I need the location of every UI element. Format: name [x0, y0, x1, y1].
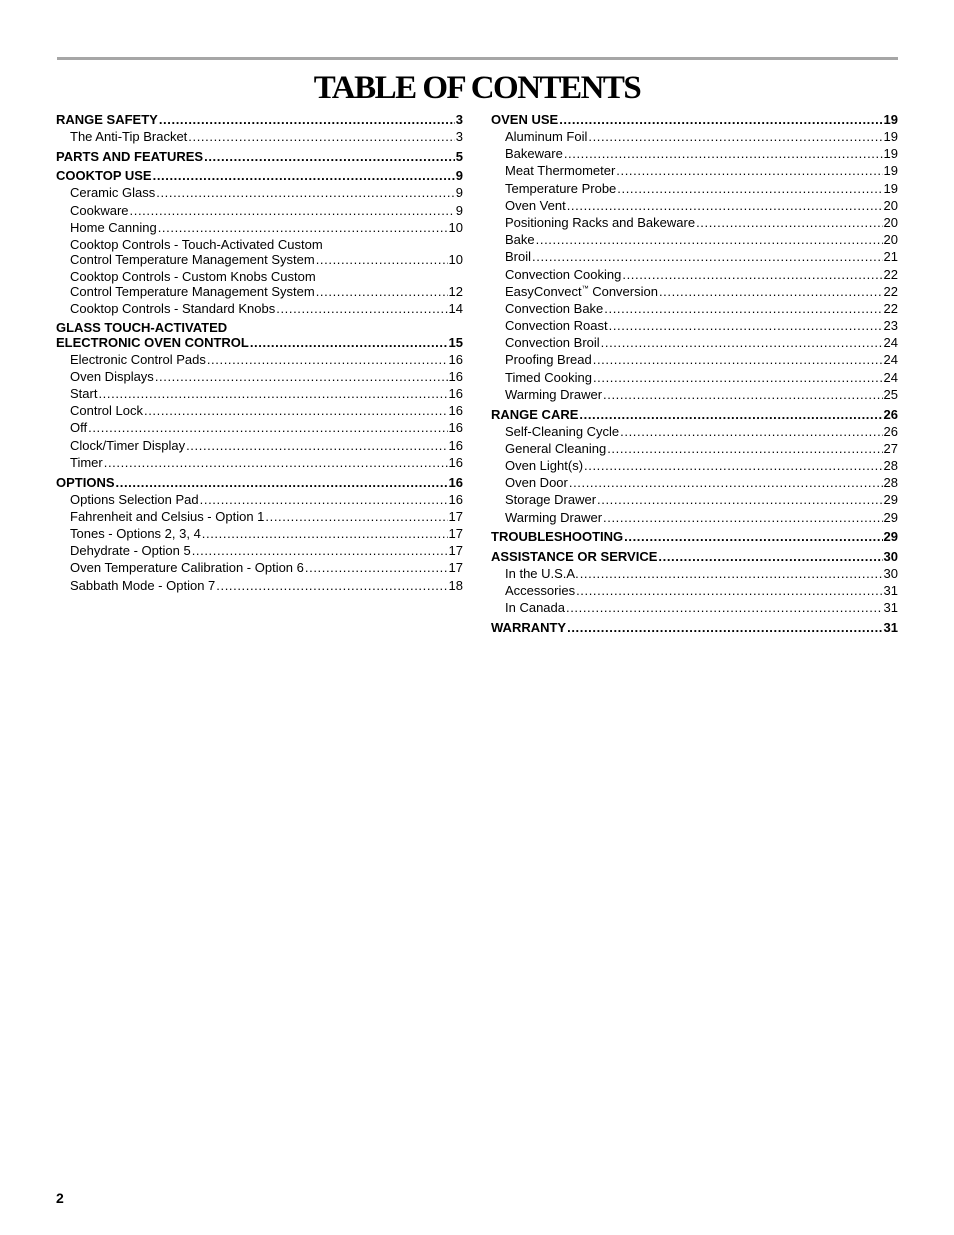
toc-entry-accessories[interactable]: Accessories ..... 31 [491, 582, 898, 599]
toc-entry-timer[interactable]: Timer ..... 16 [56, 454, 463, 471]
toc-entry-home-canning[interactable]: Home Canning ..... 10 [56, 219, 463, 236]
toc-entry-proofing-bread[interactable]: Proofing Bread ..... 24 [491, 351, 898, 368]
toc-right-column [491, 111, 898, 636]
toc-entry-bakeware[interactable]: Bakeware ..... 19 [491, 145, 898, 162]
toc-entry-off[interactable]: Off ..... 16 [56, 419, 463, 436]
toc-entry-touch-controls-line1: Cooktop Controls - Touch-Activated Custom [70, 236, 323, 252]
toc-entry-options-selection-pad[interactable]: Options Selection Pad ..... 16 [56, 491, 463, 508]
toc-entry-meat-thermometer[interactable]: Meat Thermometer ..... 19 [491, 162, 898, 179]
toc-entry-start[interactable]: Start ..... 16 [56, 385, 463, 402]
toc-left-column [56, 111, 463, 594]
toc-entry-fahrenheit-celsius[interactable]: Fahrenheit and Celsius - Option 1 ..... 17 [56, 508, 463, 525]
toc-entry-broil[interactable]: Broil ..... 21 [491, 248, 898, 265]
toc-entry-convection-cooking[interactable]: Convection Cooking ..... 22 [491, 266, 898, 283]
toc-entry-self-cleaning-cycle[interactable]: Self-Cleaning Cycle ..... 26 [491, 423, 898, 440]
toc-entry-aluminum-foil[interactable]: Aluminum Foil ..... 19 [491, 128, 898, 145]
toc-entry-range-care[interactable]: RANGE CARE ..... 26 [491, 406, 898, 423]
toc-entry-in-canada[interactable]: In Canada ..... 31 [491, 599, 898, 616]
toc-entry-knob-controls[interactable]: Control Temperature Management System ..... 12 [56, 284, 463, 300]
toc-entry-convection-roast[interactable]: Convection Roast ..... 23 [491, 317, 898, 334]
toc-entry-sabbath-mode[interactable]: Sabbath Mode - Option 7 ..... 18 [56, 577, 463, 594]
toc-entry-options[interactable]: OPTIONS ..... 16 [56, 474, 463, 491]
toc-entry-cookware[interactable]: Cookware ..... 9 [56, 202, 463, 219]
toc-entry-warming-drawer[interactable]: Warming Drawer ..... 25 [491, 386, 898, 403]
toc-entry-storage-drawer[interactable]: Storage Drawer ..... 29 [491, 491, 898, 508]
toc-entry-oven-vent[interactable]: Oven Vent ..... 20 [491, 197, 898, 214]
toc-entry-clock-timer-display[interactable]: Clock/Timer Display ..... 16 [56, 437, 463, 454]
toc-entry-tones[interactable]: Tones - Options 2, 3, 4 ..... 17 [56, 525, 463, 542]
toc-entry-oven-door[interactable]: Oven Door ..... 28 [491, 474, 898, 491]
toc-entry-timed-cooking[interactable]: Timed Cooking ..... 24 [491, 369, 898, 386]
toc-entry-positioning-racks[interactable]: Positioning Racks and Bakeware ..... 20 [491, 214, 898, 231]
toc-entry-easyconvect-conversion[interactable]: EasyConvect™ Conversion ..... 22 [491, 283, 898, 300]
toc-entry-troubleshooting[interactable]: TROUBLESHOOTING ..... 29 [491, 528, 898, 545]
toc-entry-convection-bake[interactable]: Convection Bake ..... 22 [491, 300, 898, 317]
toc-entry-electronic-oven-control[interactable]: ELECTRONIC OVEN CONTROL ..... 15 [56, 335, 463, 351]
page-number: 2 [56, 1190, 64, 1206]
toc-entry-general-cleaning[interactable]: General Cleaning ..... 27 [491, 440, 898, 457]
toc-entry-oven-displays[interactable]: Oven Displays ..... 16 [56, 368, 463, 385]
toc-entry-control-lock[interactable]: Control Lock ..... 16 [56, 402, 463, 419]
toc-entry-warming-drawer-care[interactable]: Warming Drawer ..... 29 [491, 509, 898, 526]
toc-entry-knob-controls-line1: Cooktop Controls - Custom Knobs Custom [70, 268, 316, 284]
toc-entry-oven-use[interactable]: OVEN USE ..... 19 [491, 111, 898, 128]
toc-entry-anti-tip-bracket[interactable]: The Anti-Tip Bracket ..... 3 [56, 128, 463, 145]
toc-entry-parts-and-features[interactable]: PARTS AND FEATURES ..... 5 [56, 148, 463, 165]
top-rule [57, 57, 898, 60]
trademark-symbol: ™ [581, 285, 589, 293]
toc-entry-oven-lights[interactable]: Oven Light(s) ..... 28 [491, 457, 898, 474]
toc-entry-glass-touch-line1: GLASS TOUCH-ACTIVATED [56, 319, 228, 335]
toc-entry-cooktop-use[interactable]: COOKTOP USE ..... 9 [56, 167, 463, 184]
toc-entry-convection-broil[interactable]: Convection Broil ..... 24 [491, 334, 898, 351]
toc-entry-ceramic-glass[interactable]: Ceramic Glass ..... 9 [56, 184, 463, 201]
toc-entry-range-safety[interactable]: RANGE SAFETY ..... 3 [56, 111, 463, 128]
toc-entry-temperature-calibration[interactable]: Oven Temperature Calibration - Option 6 ..... 17 [56, 559, 463, 576]
toc-entry-standard-knobs[interactable]: Cooktop Controls - Standard Knobs ..... 14 [56, 300, 463, 317]
page-title: TABLE OF CONTENTS [313, 70, 641, 106]
toc-entry-bake[interactable]: Bake ..... 20 [491, 231, 898, 248]
toc-entry-touch-controls[interactable]: Control Temperature Management System ..... 10 [56, 252, 463, 268]
toc-entry-electronic-control-pads[interactable]: Electronic Control Pads ..... 16 [56, 351, 463, 368]
toc-entry-warranty[interactable]: WARRANTY ..... 31 [491, 619, 898, 636]
toc-entry-temperature-probe[interactable]: Temperature Probe ..... 19 [491, 180, 898, 197]
toc-entry-in-the-usa[interactable]: In the U.S.A. ..... 30 [491, 565, 898, 582]
toc-entry-assistance-or-service[interactable]: ASSISTANCE OR SERVICE ..... 30 [491, 548, 898, 565]
toc-entry-dehydrate[interactable]: Dehydrate - Option 5 ..... 17 [56, 542, 463, 559]
